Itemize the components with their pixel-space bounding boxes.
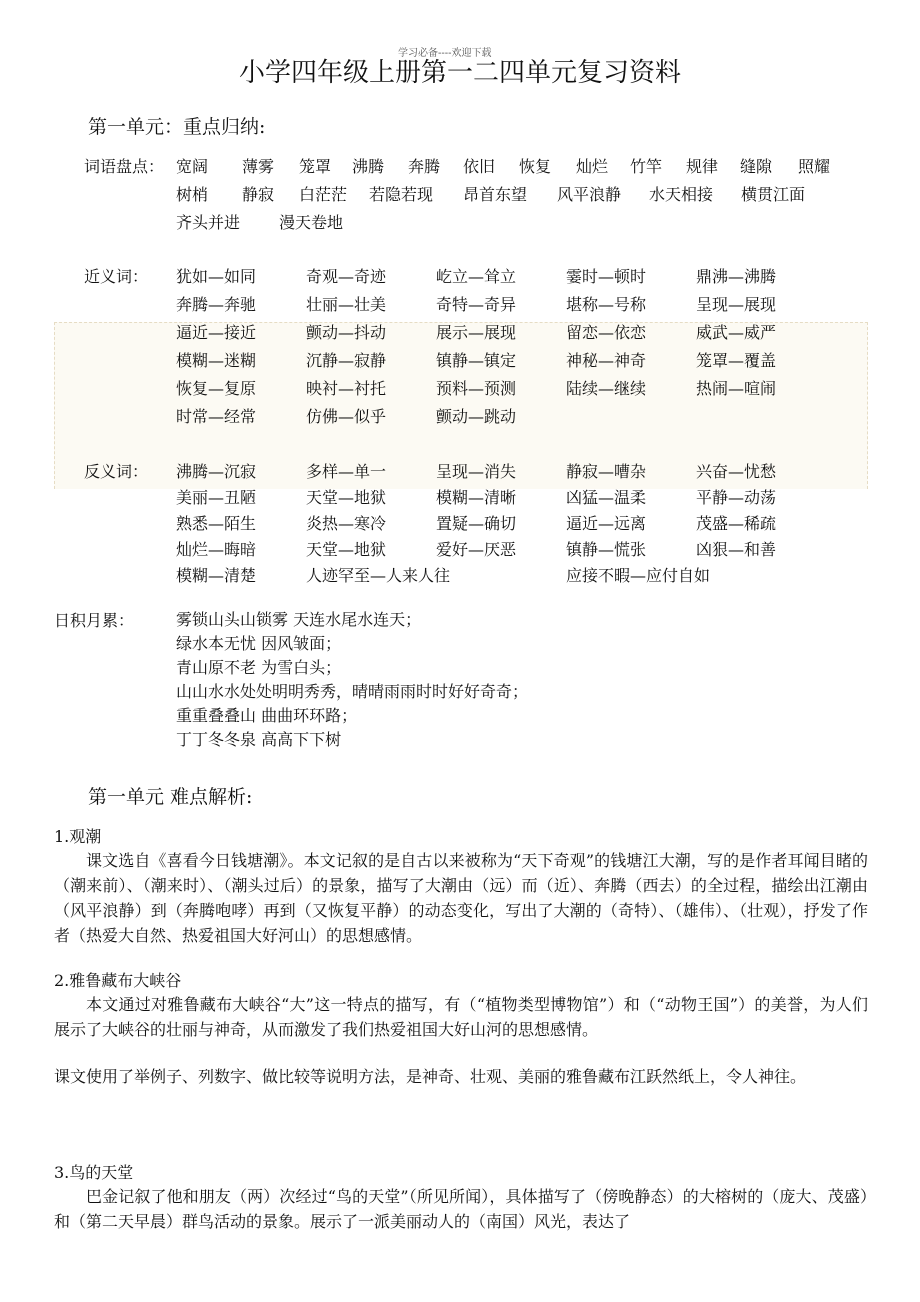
word-pair: 留恋—依恋 bbox=[566, 323, 647, 342]
word-pair: 恢复—复原 bbox=[176, 379, 257, 398]
word-pair: 颤动—抖动 bbox=[306, 323, 387, 342]
antonym-row bbox=[176, 511, 796, 537]
vocab-word: 昂首东望 bbox=[463, 185, 528, 204]
synonym-row bbox=[176, 376, 796, 402]
vocab-word: 奔腾 bbox=[408, 157, 441, 176]
section-heading-unit1-key-points: 第一单元：重点归纳: bbox=[88, 116, 266, 138]
vocab-row bbox=[176, 182, 821, 208]
vocab-word: 规律 bbox=[686, 157, 719, 176]
word-pair: 静寂—嘈杂 bbox=[566, 462, 647, 481]
vocab-row bbox=[176, 154, 838, 180]
accumulation-line: 雾锁山头山锁雾 天连水尾水连天； bbox=[176, 610, 422, 629]
word-pair: 灿烂—晦暗 bbox=[176, 540, 257, 559]
vocab-row bbox=[176, 210, 359, 236]
lesson-paragraph: 课文使用了举例子、列数字、做比较等说明方法，是神奇、壮观、美丽的雅鲁藏布江跃然纸上，令人神往。 bbox=[54, 1067, 807, 1086]
vocab-word: 沸腾 bbox=[352, 157, 385, 176]
accumulation-line: 丁丁冬冬泉 高高下下树 bbox=[176, 730, 342, 749]
vocab-word: 竹竿 bbox=[630, 157, 663, 176]
lesson-paragraph: 巴金记叙了他和朋友（两）次经过“鸟的天堂”（所见所闻），具体描写了（傍晚静态）的大榕树的（庞大、茂盛）和（第二天早晨）群鸟活动的景象。展示了一派美丽动人的（南国）风光，表达了 bbox=[54, 1187, 868, 1231]
accumulation-line: 青山原不老 为雪白头； bbox=[176, 658, 342, 677]
vocab-word: 照耀 bbox=[798, 157, 831, 176]
vocab-word: 宽阔 bbox=[176, 157, 209, 176]
word-pair: 霎时—顿时 bbox=[566, 267, 647, 286]
word-pair: 平静—动荡 bbox=[696, 488, 777, 507]
lesson-paragraph: 本文通过对雅鲁藏布大峡谷“大”这一特点的描写，有（“植物类型博物馆”）和（“动物王国”）的美誉，为人们展示了大峡谷的壮丽与神奇，从而激发了我们热爱祖国大好山河的思想感情。 bbox=[54, 995, 868, 1039]
word-pair: 呈现—消失 bbox=[436, 462, 517, 481]
word-pair: 人迹罕至—人来人往 bbox=[306, 566, 451, 585]
word-pair: 熟悉—陌生 bbox=[176, 514, 257, 533]
word-pair: 映衬—衬托 bbox=[306, 379, 387, 398]
word-pair: 沸腾—沉寂 bbox=[176, 462, 257, 481]
word-pair: 镇静—慌张 bbox=[566, 540, 647, 559]
vocab-word: 漫天卷地 bbox=[279, 213, 344, 232]
word-pair: 奇特—奇异 bbox=[436, 295, 517, 314]
word-pair: 堪称—号称 bbox=[566, 295, 647, 314]
lesson-paragraph: 课文选自《喜看今日钱塘潮》。本文记叙的是自古以来被称为“天下奇观”的钱塘江大潮，写的是作者耳闻目睹的（潮来前）、（潮来时）、（潮头过后）的景象，描写了大潮由（远）而（近）、奔腾（西去）的全过程，描绘出江潮由（风平浪静）到（奔腾咆哮）再到（又恢复平静）的动态变化，写出了大潮的（奇特）、（雄伟）、（壮观），抒发了作者（热爱大自然、热爱祖国大好河山）的思想感情。 bbox=[54, 851, 868, 945]
vocab-word: 薄雾 bbox=[242, 157, 275, 176]
accumulation-label: 日积月累： bbox=[54, 611, 135, 630]
word-pair: 模糊—清楚 bbox=[176, 566, 257, 585]
lesson-heading: 2.雅鲁藏布大峡谷 bbox=[54, 971, 182, 990]
accumulation-line: 绿水本无忧 因风皱面； bbox=[176, 634, 342, 653]
word-pair: 沉静—寂静 bbox=[306, 351, 387, 370]
vocab-word: 白茫茫 bbox=[299, 185, 348, 204]
word-pair: 展示—展现 bbox=[436, 323, 517, 342]
synonyms-label: 近义词： bbox=[84, 267, 149, 286]
word-pair: 兴奋—忧愁 bbox=[696, 462, 777, 481]
word-pair: 镇静—镇定 bbox=[436, 351, 517, 370]
vocab-word: 横贯江面 bbox=[741, 185, 806, 204]
word-pair: 陆续—继续 bbox=[566, 379, 647, 398]
antonym-row bbox=[176, 563, 746, 589]
vocab-word: 水天相接 bbox=[649, 185, 714, 204]
antonym-row bbox=[176, 485, 796, 511]
word-pair: 时常—经常 bbox=[176, 407, 257, 426]
antonyms-label: 反义词： bbox=[84, 462, 149, 481]
word-pair: 奔腾—奔驰 bbox=[176, 295, 257, 314]
vocab-word: 静寂 bbox=[242, 185, 275, 204]
accumulation-line: 山山水水处处明明秀秀，晴晴雨雨时时好好奇奇； bbox=[176, 682, 529, 701]
word-pair: 威武—威严 bbox=[696, 323, 777, 342]
synonym-row bbox=[176, 264, 796, 290]
word-pair: 逼近—远离 bbox=[566, 514, 647, 533]
vocab-word: 恢复 bbox=[519, 157, 552, 176]
word-pair: 逼近—接近 bbox=[176, 323, 257, 342]
word-pair: 茂盛—稀疏 bbox=[696, 514, 777, 533]
word-pair: 预料—预测 bbox=[436, 379, 517, 398]
antonym-row bbox=[176, 459, 796, 485]
page-title: 小学四年级上册第一二四单元复习资料 bbox=[238, 58, 681, 88]
word-pair: 热闹—喧闹 bbox=[696, 379, 777, 398]
word-pair: 笼罩—覆盖 bbox=[696, 351, 777, 370]
word-pair: 神秘—神奇 bbox=[566, 351, 647, 370]
word-pair: 美丽—丑陋 bbox=[176, 488, 257, 507]
word-pair: 模糊—迷糊 bbox=[176, 351, 257, 370]
word-pair: 鼎沸—沸腾 bbox=[696, 267, 777, 286]
antonym-row bbox=[176, 537, 796, 563]
word-pair: 置疑—确切 bbox=[436, 514, 517, 533]
vocab-word: 笼罩 bbox=[299, 157, 332, 176]
word-pair: 凶狠—和善 bbox=[696, 540, 777, 559]
word-pair: 仿佛—似乎 bbox=[306, 407, 387, 426]
lesson-heading: 3.鸟的天堂 bbox=[54, 1163, 134, 1182]
vocab-word: 若隐若现 bbox=[369, 185, 434, 204]
word-pair: 呈现—展现 bbox=[696, 295, 777, 314]
synonym-row bbox=[176, 404, 566, 430]
accumulation-line: 重重叠叠山 曲曲环环路； bbox=[176, 706, 358, 725]
vocab-word: 齐头并进 bbox=[176, 213, 241, 232]
lesson-heading: 1.观潮 bbox=[54, 827, 102, 846]
synonym-row bbox=[176, 348, 796, 374]
word-pair: 犹如—如同 bbox=[176, 267, 257, 286]
word-pair: 爱好—厌恶 bbox=[436, 540, 517, 559]
word-pair: 炎热—寒冷 bbox=[306, 514, 387, 533]
vocab-word: 树梢 bbox=[176, 185, 209, 204]
word-pair: 屹立—耸立 bbox=[436, 267, 517, 286]
synonym-row bbox=[176, 292, 796, 318]
word-pair: 颤动—跳动 bbox=[436, 407, 517, 426]
word-pair: 凶猛—温柔 bbox=[566, 488, 647, 507]
vocab-word: 依旧 bbox=[463, 157, 496, 176]
word-pair: 应接不暇—应付自如 bbox=[566, 566, 711, 585]
section-heading-unit1-difficulties: 第一单元 难点解析: bbox=[88, 786, 253, 808]
word-pair: 多样—单一 bbox=[306, 462, 387, 481]
word-pair: 奇观—奇迹 bbox=[306, 267, 387, 286]
vocab-word: 风平浪静 bbox=[557, 185, 622, 204]
word-pair: 天堂—地狱 bbox=[306, 488, 387, 507]
word-pair: 天堂—地狱 bbox=[306, 540, 387, 559]
watermark: 学习必备----欢迎下载 bbox=[398, 48, 492, 59]
word-pair: 模糊—清晰 bbox=[436, 488, 517, 507]
synonym-row bbox=[176, 320, 796, 346]
vocab-label: 词语盘点： bbox=[84, 157, 165, 176]
vocab-word: 灿烂 bbox=[576, 157, 609, 176]
vocab-word: 缝隙 bbox=[740, 157, 773, 176]
word-pair: 壮丽—壮美 bbox=[306, 295, 387, 314]
